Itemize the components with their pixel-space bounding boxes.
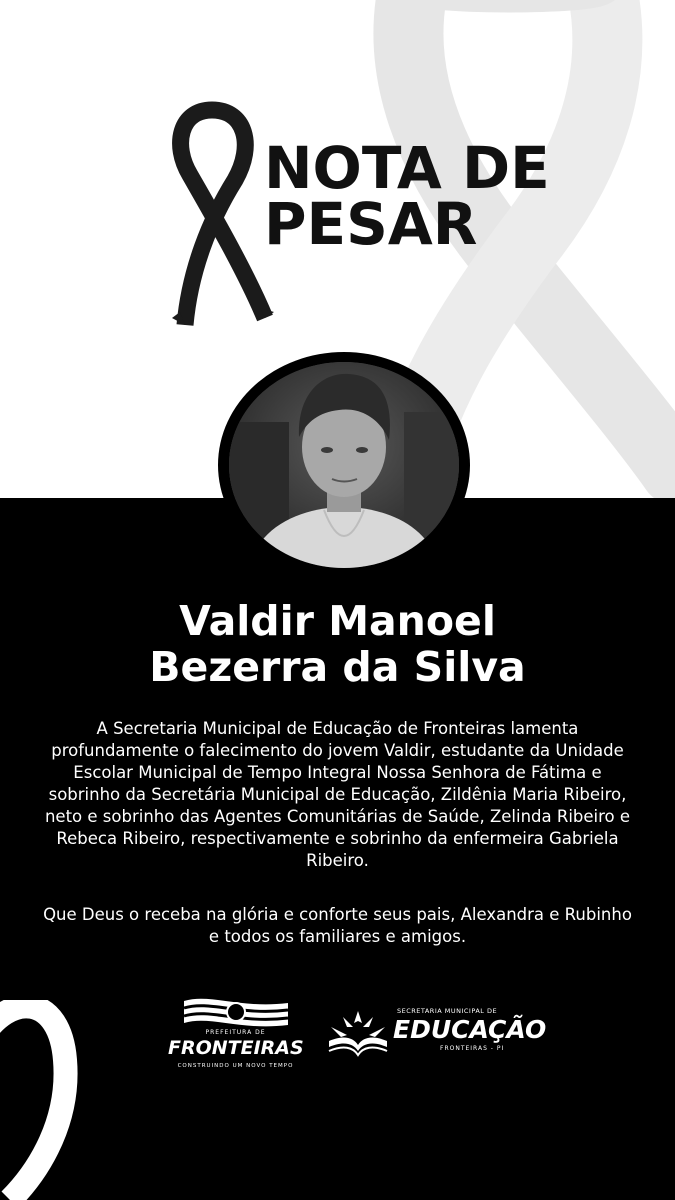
flag-icon [180,995,292,1031]
deceased-name [0,598,675,690]
prayer-paragraph: Que Deus o receba na glória e conforte seus pais, Alexandra e Rubinho e todos os familiares e amigos. [43,905,632,946]
educacao-logo [325,1003,547,1063]
name-line-2: Bezerra da Silva [149,643,526,691]
title-line-1: NOTA DE [264,134,550,202]
educacao-bottom-text: FRONTEIRAS - PI [440,1045,505,1052]
title-line-2: PESAR [264,190,478,258]
condolence-paragraph: A Secretaria Municipal de Educação de Fronteiras lamenta profundamente o falecimento do jovem Valdir, estudante da Unidade Escolar Municipal de Tempo Integral Nossa Senhora de Fátima e sobrinho da Secretária Municipal de Educação, Zildênia Maria Ribeiro, neto e sobrinho das Agentes Comunitárias de Saúde, Zelinda Ribeiro e Rebeca Ribeiro, respectivamente e sobrinho da enfermeira Gabriela Ribeiro. [44,719,631,870]
logos-footer [0,995,675,1085]
name-line-1: Valdir Manoel [179,597,496,645]
book-icon [325,1007,391,1059]
educacao-name: EDUCAÇÃO [393,1015,547,1044]
fronteiras-name: FRONTEIRAS [168,1037,304,1059]
educacao-top-text: SECRETARIA MUNICIPAL DE [397,1007,498,1015]
fronteiras-prefix: PREFEITURA DE [205,1029,266,1036]
fronteiras-logo [168,995,303,1075]
portrait-photo [218,352,470,578]
fronteiras-tagline: CONSTRUINDO UM NOVO TEMPO [177,1063,294,1069]
portrait-image [229,362,459,568]
mourning-ribbon-icon [150,100,280,335]
page-title [264,134,550,258]
